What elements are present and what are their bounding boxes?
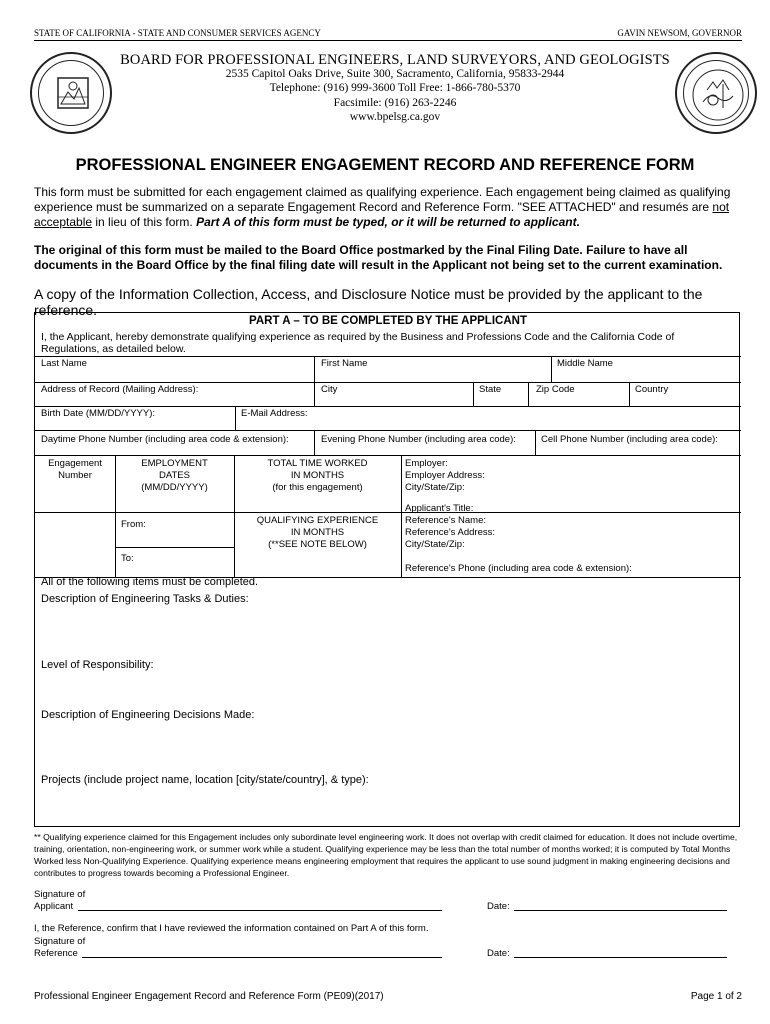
intro-paragraph — [34, 185, 746, 230]
sig-label-line2: Applicant — [34, 901, 74, 912]
governor-name: GAVIN NEWSOM, GOVERNOR — [617, 28, 742, 38]
board-name: BOARD FOR PROFESSIONAL ENGINEERS, LAND SURVEYORS, AND GEOLOGISTS — [120, 52, 670, 68]
page-title: PROFESSIONAL ENGINEER ENGAGEMENT RECORD AND REFERENCE FORM — [75, 156, 695, 174]
country-field[interactable]: Country — [635, 384, 669, 395]
all-items-note: All of the following items must be completed. — [41, 576, 259, 588]
first-name-field[interactable]: First Name — [321, 358, 368, 369]
projects-field[interactable]: Projects (include project name, location [city/state/country], & type): — [41, 774, 369, 786]
reference-date-line[interactable] — [514, 957, 727, 958]
page-number: Page 1 of 2 — [690, 991, 742, 1002]
disclosure-notice: A copy of the Information Collection, Access, and Disclosure Notice must be provided by the applicant to the reference. — [34, 286, 703, 318]
board-website[interactable]: www.bpelsg.ca.gov — [349, 111, 441, 123]
typed-warning: Part A of this form must be typed, or it will be returned to applicant. — [196, 215, 580, 229]
tasks-duties-field[interactable]: Description of Engineering Tasks & Duties: — [41, 593, 249, 605]
city-field[interactable]: City — [321, 384, 338, 395]
board-telephone: Telephone: (916) 999-3600 Toll Free: 1-866-780-5370 — [269, 82, 521, 94]
to-date-field[interactable]: To: — [121, 553, 134, 564]
employer-fields[interactable]: Employer: Employer Address: City/State/Zip: — [405, 458, 485, 493]
qualifying-experience-label: QUALIFYING EXPERIENCE IN MONTHS (**SEE NOTE BELOW) — [256, 515, 379, 550]
evening-phone-field[interactable]: Evening Phone Number (including area code): — [321, 434, 516, 445]
engagement-number-label: Engagement Number — [48, 458, 102, 481]
address-field[interactable]: Address of Record (Mailing Address): — [41, 384, 199, 395]
decisions-field[interactable]: Description of Engineering Decisions Made: — [41, 709, 255, 721]
top-bar — [34, 27, 742, 41]
agency-name: STATE OF CALIFORNIA - STATE AND CONSUMER SERVICES AGENCY — [34, 28, 321, 38]
reference-phone-field[interactable]: Reference's Phone (including area code & extension): — [405, 563, 632, 574]
employment-dates-label: EMPLOYMENT DATES (MM/DD/YYYY) — [141, 458, 208, 493]
board-address: 2535 Capitol Oaks Drive, Suite 300, Sacramento, California, 95833-2944 — [225, 68, 565, 80]
reference-signature-label — [34, 936, 85, 960]
filing-notice: The original of this form must be mailed to the Board Office postmarked by the Final Filing Date. Failure to have all documents in the Board Office by the final filing date will result in the Applicant not being set to the current examination. — [34, 243, 723, 272]
responsibility-field[interactable]: Level of Responsibility: — [41, 659, 154, 671]
part-a-form — [34, 312, 740, 827]
part-a-heading: PART A – TO BE COMPLETED BY THE APPLICANT — [249, 315, 527, 327]
ref-label-line1: Signature of — [34, 936, 86, 947]
form-id: Professional Engineer Engagement Record and Reference Form (PE09)(2017) — [34, 991, 384, 1002]
middle-name-field[interactable]: Middle Name — [557, 358, 613, 369]
reference-confirm-statement: I, the Reference, confirm that I have reviewed the information contained on Part A of this form. — [34, 923, 429, 934]
great-seal — [675, 52, 757, 134]
ref-label-line2: Reference — [34, 948, 78, 959]
cell-phone-field[interactable]: Cell Phone Number (including area code): — [541, 434, 718, 445]
total-time-label: TOTAL TIME WORKED IN MONTHS (for this engagement) — [267, 458, 368, 493]
birth-date-field[interactable]: Birth Date (MM/DD/YYYY): — [41, 408, 156, 419]
zip-field[interactable]: Zip Code — [536, 384, 575, 395]
email-field[interactable]: E-Mail Address: — [241, 408, 308, 419]
reference-signature-line[interactable] — [82, 957, 442, 958]
intro-text: This form must be submitted for each engagement claimed as qualifying experience. Each engagement being claimed as qualifying experience must be summarized on a separate Engagement Record and Reference Form. "SEE ATTACHED" and resumés are — [34, 185, 731, 214]
applicant-signature-line[interactable] — [78, 910, 442, 911]
board-facsimile: Facsimile: (916) 263-2246 — [333, 97, 457, 109]
not-acceptable-text: not acceptable — [34, 200, 730, 229]
sig-label-line1: Signature of — [34, 889, 86, 900]
reference-fields[interactable]: Applicant's Title: Reference's Name: Reference's Address: City/State/Zip: — [405, 503, 495, 550]
reference-date-label: Date: — [487, 948, 510, 959]
state-field[interactable]: State — [479, 384, 502, 395]
applicant-statement: I, the Applicant, hereby demonstrate qualifying experience as required by the Business and Professions Code and the California Code of Regulations, as detailed below. — [41, 331, 675, 355]
engagement-number-field[interactable] — [35, 512, 115, 578]
from-date-field[interactable]: From: — [121, 519, 146, 530]
intro-text-2: in lieu of this form. — [92, 215, 197, 229]
applicant-date-line[interactable] — [514, 910, 727, 911]
daytime-phone-field[interactable]: Daytime Phone Number (including area code & extension): — [41, 434, 289, 445]
last-name-field[interactable]: Last Name — [41, 358, 87, 369]
applicant-date-label: Date: — [487, 901, 510, 912]
qualifying-footnote: ** Qualifying experience claimed for this Engagement includes only subordinate level engineering work. It does not overlap with credit claimed for education. It does not include overtime, training, orientation, non-engineering work, or summer work while a student. Qualifying experience may be less than the total number of months worked; it is computed by Total Months Worked less Non-Qualifying Experience. Qualifying experience means engineering employment that requires the applicant to use sound judgment in making engineering decisions and contributes to progress towards becoming a Professional Engineer. — [34, 832, 738, 878]
dca-seal — [30, 52, 112, 134]
